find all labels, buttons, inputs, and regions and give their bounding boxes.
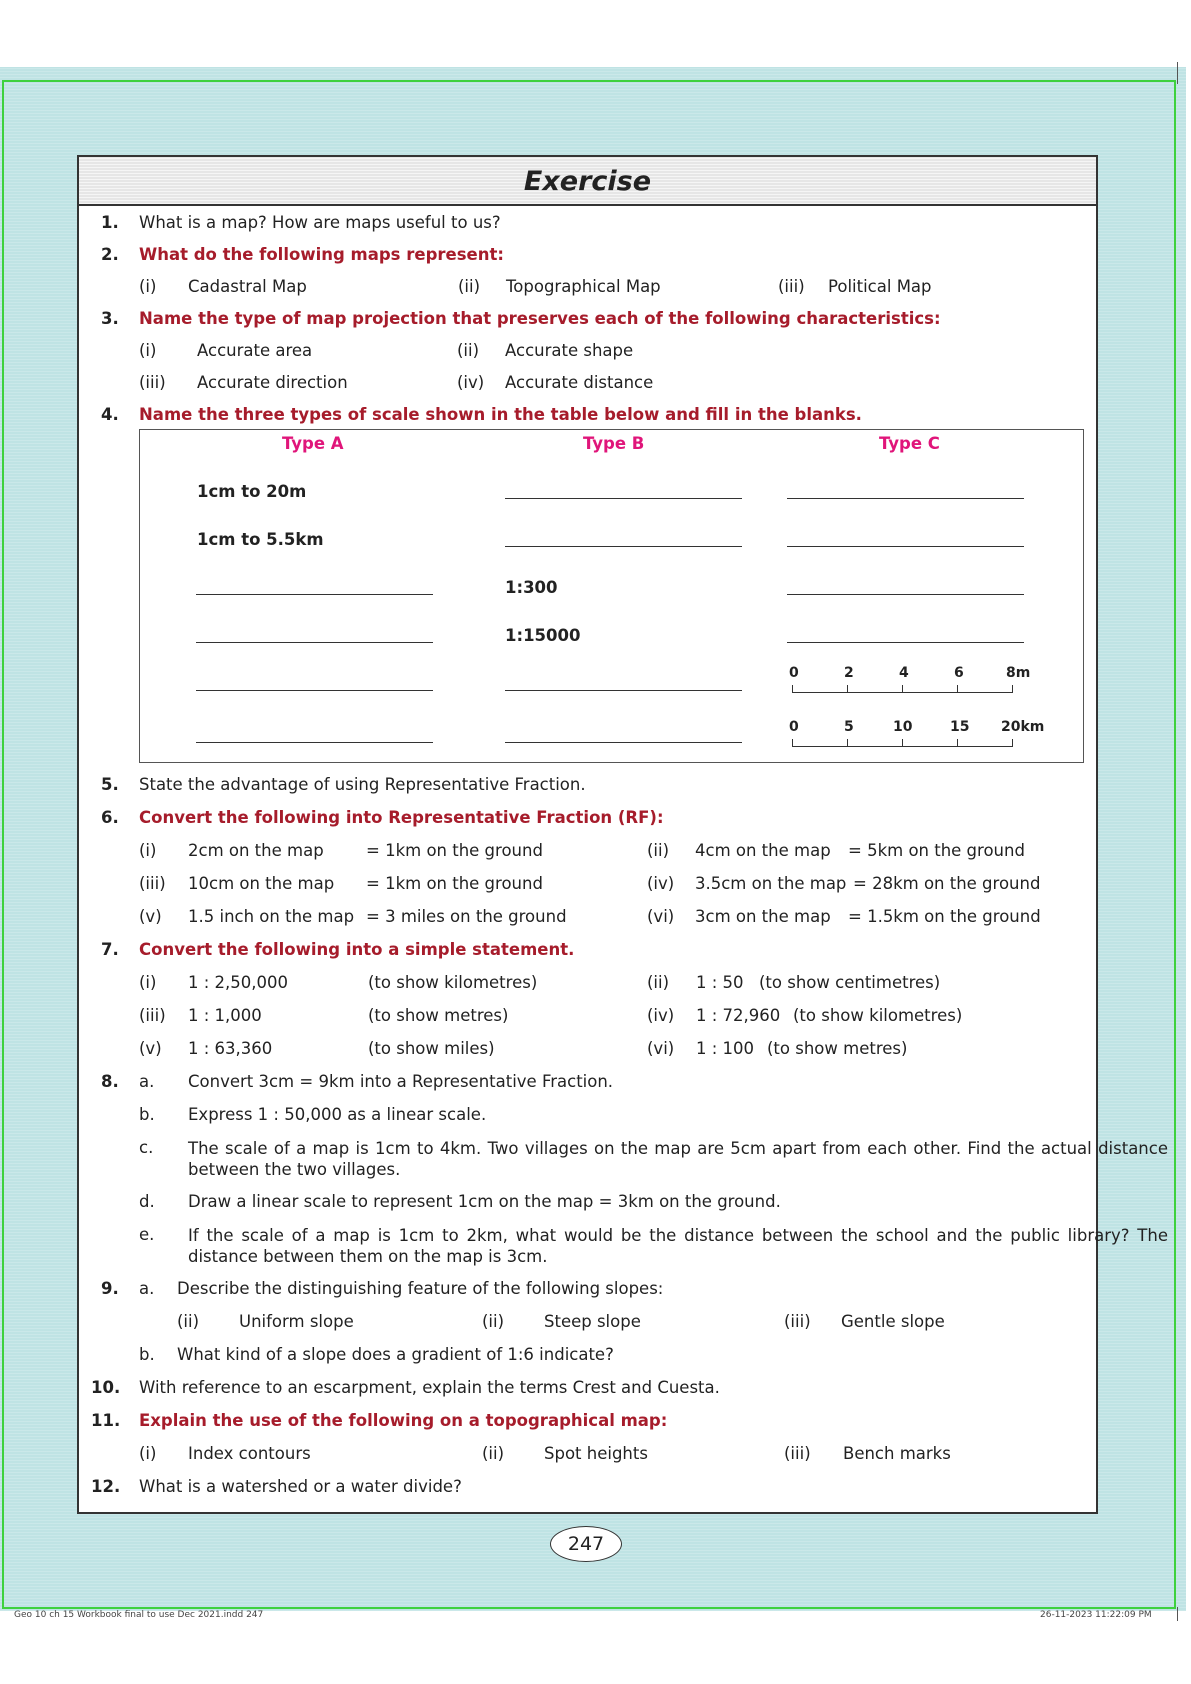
- item-text: 1.5 inch on the map: [188, 907, 355, 926]
- item-label: d.: [139, 1192, 155, 1211]
- item-text: 1 : 2,50,000: [188, 973, 289, 992]
- option-text: Cadastral Map: [188, 277, 307, 296]
- option-text: Uniform slope: [239, 1312, 354, 1331]
- item-label: a.: [139, 1279, 155, 1298]
- scale-label: 10: [893, 719, 913, 735]
- scale-label: 0: [789, 719, 799, 735]
- answer-blank: [505, 742, 742, 743]
- question-text: What do the following maps represent:: [139, 245, 504, 264]
- option-label: (i): [139, 341, 157, 360]
- item-label: (iv): [647, 1006, 675, 1025]
- option-text: Steep slope: [544, 1312, 641, 1331]
- item-label: (ii): [647, 841, 670, 860]
- answer-blank: [787, 594, 1024, 595]
- question-text: Convert the following into a simple statement.: [139, 940, 575, 959]
- item-text: What kind of a slope does a gradient of 1:6 indicate?: [177, 1345, 614, 1364]
- question-number: 12.: [91, 1477, 121, 1496]
- item-text: = 1km on the ground: [366, 874, 543, 893]
- item-text: 1 : 1,000: [188, 1006, 262, 1025]
- item-text: Draw a linear scale to represent 1cm on the map = 3km on the ground.: [188, 1192, 781, 1211]
- scale-tick: [847, 739, 848, 747]
- scale-label: 5: [844, 719, 854, 735]
- table-cell: 1:15000: [505, 626, 581, 645]
- item-text: = 28km on the ground: [853, 874, 1041, 893]
- item-text: (to show kilometres): [368, 973, 538, 992]
- exercise-header: [79, 157, 1096, 206]
- item-text: Describe the distinguishing feature of the following slopes:: [177, 1279, 664, 1298]
- scale-tick: [792, 685, 793, 693]
- item-label: a.: [139, 1072, 155, 1091]
- question-text: Name the three types of scale shown in the table below and fill in the blanks.: [139, 405, 862, 424]
- footer-file-name: Geo 10 ch 15 Workbook final to use Dec 2021.indd 247: [14, 1610, 264, 1620]
- item-text: 2cm on the map: [188, 841, 324, 860]
- question-text: State the advantage of using Representative Fraction.: [139, 775, 586, 794]
- scale-label: 0: [789, 665, 799, 681]
- crop-mark: [1177, 1607, 1178, 1621]
- option-text: Accurate area: [197, 341, 313, 360]
- item-label: (iv): [647, 874, 675, 893]
- item-label: b.: [139, 1105, 155, 1124]
- option-text: Index contours: [188, 1444, 311, 1463]
- item-text: Express 1 : 50,000 as a linear scale.: [188, 1105, 487, 1124]
- option-text: Bench marks: [843, 1444, 951, 1463]
- answer-blank: [787, 546, 1024, 547]
- answer-blank: [505, 498, 742, 499]
- question-number: 6.: [101, 808, 119, 827]
- footer-timestamp: 26-11-2023 11:22:09 PM: [1040, 1610, 1152, 1620]
- answer-blank: [505, 690, 742, 691]
- item-text: = 5km on the ground: [848, 841, 1025, 860]
- item-text: 4cm on the map: [695, 841, 831, 860]
- scale-tick: [957, 685, 958, 693]
- scale-label: 8m: [1006, 665, 1031, 681]
- question-number: 11.: [91, 1411, 121, 1430]
- table-cell: 1:300: [505, 578, 558, 597]
- item-label: (vi): [647, 1039, 675, 1058]
- question-number: 10.: [91, 1378, 121, 1397]
- item-label: (i): [139, 841, 157, 860]
- answer-blank: [196, 690, 433, 691]
- option-text: Political Map: [828, 277, 932, 296]
- item-text: (to show metres): [368, 1006, 509, 1025]
- column-header-type-b: Type B: [583, 434, 645, 453]
- scale-tick: [792, 739, 793, 747]
- page-number: 247: [550, 1526, 622, 1562]
- scale-label: 20km: [1001, 719, 1045, 735]
- item-label: (ii): [647, 973, 670, 992]
- scale-tick: [957, 739, 958, 747]
- item-text: 1 : 50: [696, 973, 744, 992]
- scale-label: 2: [844, 665, 854, 681]
- column-header-type-a: Type A: [282, 434, 344, 453]
- item-label: (vi): [647, 907, 675, 926]
- item-text: = 3 miles on the ground: [366, 907, 567, 926]
- scale-tick: [1012, 685, 1013, 693]
- option-text: Topographical Map: [506, 277, 661, 296]
- item-text: If the scale of a map is 1cm to 2km, what would be the distance between the school and the public library? The distance between them on the map is 3cm.: [188, 1226, 1168, 1266]
- scale-tick: [902, 739, 903, 747]
- question-number: 7.: [101, 940, 119, 959]
- option-text: Gentle slope: [841, 1312, 945, 1331]
- item-label: e.: [139, 1225, 155, 1244]
- item-text: The scale of a map is 1cm to 4km. Two villages on the map are 5cm apart from each other. Find the actual distance between the two villages.: [188, 1139, 1168, 1179]
- item-text: (to show kilometres): [793, 1006, 963, 1025]
- option-label: (ii): [458, 277, 481, 296]
- option-label: (iii): [139, 373, 166, 392]
- item-text: 10cm on the map: [188, 874, 335, 893]
- answer-blank: [787, 642, 1024, 643]
- item-label: (v): [139, 907, 162, 926]
- column-header-type-c: Type C: [879, 434, 940, 453]
- option-text: Accurate distance: [505, 373, 654, 392]
- item-text: 1 : 72,960: [696, 1006, 781, 1025]
- option-label: (iii): [784, 1444, 811, 1463]
- item-text: (to show centimetres): [759, 973, 941, 992]
- question-text: What is a map? How are maps useful to us?: [139, 213, 501, 232]
- option-label: (ii): [482, 1312, 505, 1331]
- scale-label: 15: [950, 719, 970, 735]
- answer-blank: [196, 642, 433, 643]
- scale-tick: [847, 685, 848, 693]
- question-number: 4.: [101, 405, 119, 424]
- option-label: (ii): [177, 1312, 200, 1331]
- item-text: Convert 3cm = 9km into a Representative Fraction.: [188, 1072, 614, 1091]
- item-label: (iii): [139, 1006, 166, 1025]
- scale-label: 6: [954, 665, 964, 681]
- question-text: Name the type of map projection that preserves each of the following characteristics:: [139, 309, 941, 328]
- question-number: 9.: [101, 1279, 119, 1298]
- item-text: = 1.5km on the ground: [848, 907, 1041, 926]
- exercise-panel: [77, 155, 1168, 1514]
- item-text: 1 : 63,360: [188, 1039, 273, 1058]
- item-label: (i): [139, 973, 157, 992]
- item-text: 3cm on the map: [695, 907, 831, 926]
- scale-tick: [1012, 739, 1013, 747]
- option-label: (ii): [482, 1444, 505, 1463]
- page-title: Exercise: [523, 166, 652, 197]
- scale-table: [139, 429, 1084, 763]
- option-label: (iii): [778, 277, 805, 296]
- item-label: b.: [139, 1345, 155, 1364]
- item-text: 3.5cm on the map: [695, 874, 847, 893]
- item-text: 1 : 100: [696, 1039, 755, 1058]
- answer-blank: [196, 742, 433, 743]
- question-number: 1.: [101, 213, 119, 232]
- option-text: Accurate shape: [505, 341, 634, 360]
- item-text: (to show metres): [767, 1039, 908, 1058]
- item-label: (v): [139, 1039, 162, 1058]
- answer-blank: [505, 546, 742, 547]
- crop-mark: [1177, 62, 1178, 84]
- option-text: Accurate direction: [197, 373, 348, 392]
- answer-blank: [196, 594, 433, 595]
- table-cell: 1cm to 5.5km: [197, 530, 324, 549]
- option-label: (iii): [784, 1312, 811, 1331]
- option-label: (i): [139, 277, 157, 296]
- item-text: (to show miles): [368, 1039, 495, 1058]
- option-label: (iv): [457, 373, 485, 392]
- option-text: Spot heights: [544, 1444, 648, 1463]
- question-number: 2.: [101, 245, 119, 264]
- question-number: 8.: [101, 1072, 119, 1091]
- question-number: 5.: [101, 775, 119, 794]
- item-label: c.: [139, 1138, 154, 1157]
- question-text: Convert the following into Representative Fraction (RF):: [139, 808, 664, 827]
- item-label: (iii): [139, 874, 166, 893]
- question-text: Explain the use of the following on a topographical map:: [139, 1411, 668, 1430]
- item-text: = 1km on the ground: [366, 841, 543, 860]
- question-text: What is a watershed or a water divide?: [139, 1477, 462, 1496]
- option-label: (i): [139, 1444, 157, 1463]
- answer-blank: [787, 498, 1024, 499]
- option-label: (ii): [457, 341, 480, 360]
- table-cell: 1cm to 20m: [197, 482, 307, 501]
- scale-tick: [902, 685, 903, 693]
- question-number: 3.: [101, 309, 119, 328]
- scale-label: 4: [899, 665, 909, 681]
- question-text: With reference to an escarpment, explain the terms Crest and Cuesta.: [139, 1378, 720, 1397]
